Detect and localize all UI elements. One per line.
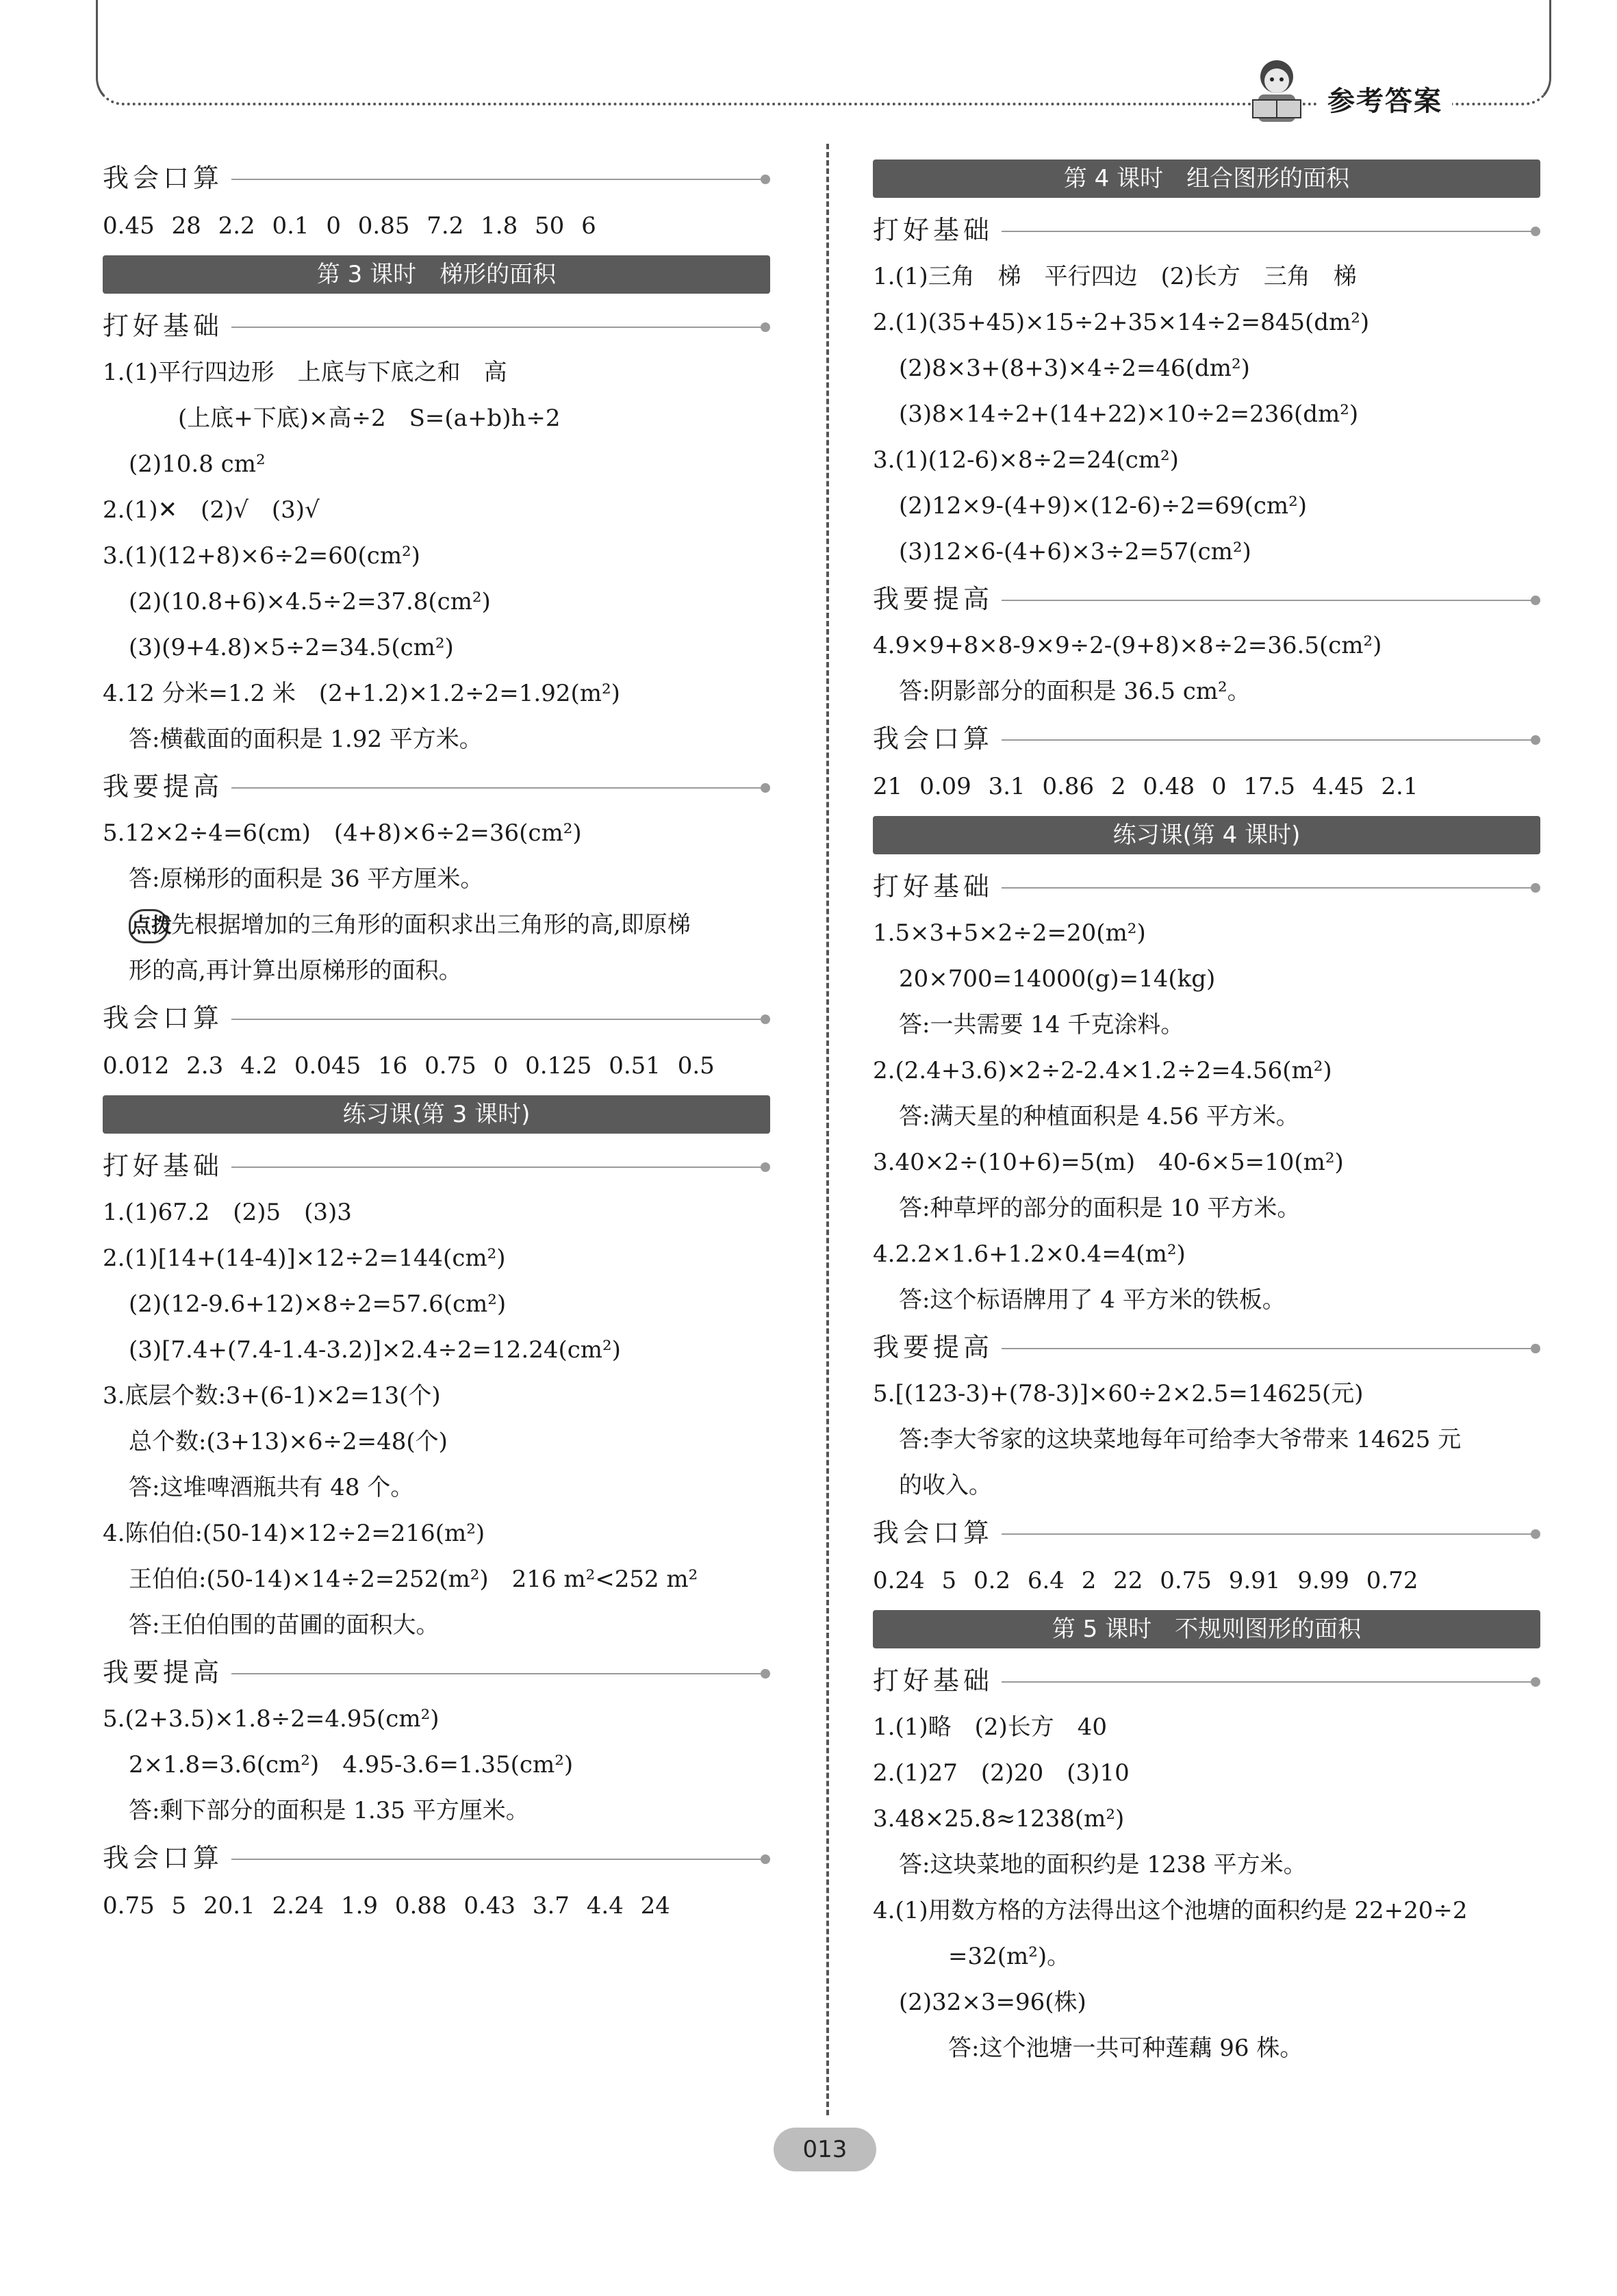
answer-line: 1.(1)67.2 (2)5 (3)3 xyxy=(103,1199,352,1226)
answer-line: 2.(1)(35+45)×15÷2+35×14÷2=845(dm²) xyxy=(873,309,1370,336)
subsection-heading xyxy=(873,715,1540,763)
answer-line: (3)12×6-(4+6)×3÷2=57(cm²) xyxy=(899,538,1251,565)
answer-line: 4.陈伯伯:(50-14)×12÷2=216(m²) xyxy=(103,1520,485,1547)
subsection-label: 打好基础 xyxy=(873,871,1002,902)
tip-text: 先根据增加的三角形的面积求出三角形的高,即原梯 xyxy=(171,911,691,939)
right-column xyxy=(873,154,1540,2071)
answer-line: (2)(12-9.6+12)×8÷2=57.6(cm²) xyxy=(129,1290,507,1318)
answer-line: (上底+下底)×高÷2 S=(a+b)h÷2 xyxy=(178,405,561,432)
answer-line: 4.9×9+8×8-9×9÷2-(9+8)×8÷2=36.5(cm²) xyxy=(873,632,1382,659)
answer-line: 4.12 分米=1.2 米 (2+1.2)×1.2÷2=1.92(m²) xyxy=(103,680,620,707)
answer-line: 20×700=14000(g)=14(kg) xyxy=(899,965,1216,993)
header-label: 参考答案 xyxy=(1318,79,1452,118)
answer-line: (2)8×3+(8+3)×4÷2=46(dm²) xyxy=(899,355,1250,382)
page-number: 013 xyxy=(774,2128,876,2171)
answer-line: 答:剩下部分的面积是 1.35 平方厘米。 xyxy=(129,1797,529,1824)
section-title: 练习课(第 3 课时) xyxy=(103,1095,770,1134)
answer-line: 答:横截面的面积是 1.92 平方米。 xyxy=(129,726,483,753)
subsection-heading xyxy=(103,1648,770,1696)
subsection-label: 我会口算 xyxy=(103,163,231,193)
answer-line: 3.底层个数:3+(6-1)×2=13(个) xyxy=(103,1382,441,1410)
subsection-heading xyxy=(873,1509,1540,1557)
answer-line: 答:种草坪的部分的面积是 10 平方米。 xyxy=(899,1195,1301,1222)
subsection-heading xyxy=(103,154,770,202)
subsection-heading xyxy=(873,206,1540,254)
answer-line: 4.(1)用数方格的方法得出这个池塘的面积约是 22+20÷2 xyxy=(873,1897,1468,1924)
mental-math-answers: 0.012 2.3 4.2 0.045 16 0.75 0 0.125 0.51 0.5 xyxy=(103,1052,715,1080)
subsection-heading xyxy=(103,763,770,811)
mental-math-answers: 0.45 28 2.2 0.1 0 0.85 7.2 1.8 50 6 xyxy=(103,212,596,240)
subsection-heading xyxy=(873,1657,1540,1705)
answer-line: (2)(10.8+6)×4.5÷2=37.8(cm²) xyxy=(129,588,491,615)
subsection-heading xyxy=(103,1834,770,1882)
answer-line: 王伯伯:(50-14)×14÷2=252(m²) 216 m²<252 m² xyxy=(129,1566,698,1593)
subsection-heading xyxy=(873,1323,1540,1371)
subsection-label: 我要提高 xyxy=(103,771,231,802)
answer-line: 2×1.8=3.6(cm²) 4.95-3.6=1.35(cm²) xyxy=(129,1751,574,1778)
answer-line: 答:一共需要 14 千克涂料。 xyxy=(899,1011,1184,1038)
left-column xyxy=(103,154,770,1930)
section-title: 第 3 课时 梯形的面积 xyxy=(103,255,770,294)
answer-line: 答:这个池塘一共可种莲藕 96 株。 xyxy=(948,2034,1303,2062)
answer-line: 5.12×2÷4=6(cm) (4+8)×6÷2=36(cm²) xyxy=(103,819,582,847)
subsection-label: 我会口算 xyxy=(103,1843,231,1873)
column-divider xyxy=(826,144,829,2115)
mental-math-answers: 21 0.09 3.1 0.86 2 0.48 0 17.5 4.45 2.1 xyxy=(873,773,1418,800)
answer-line: (2)12×9-(4+9)×(12-6)÷2=69(cm²) xyxy=(899,492,1308,520)
answer-line: 3.(1)(12-6)×8÷2=24(cm²) xyxy=(873,446,1179,474)
answer-line: (3)[7.4+(7.4-1.4-3.2)]×2.4÷2=12.24(cm²) xyxy=(129,1336,621,1364)
mental-math-answers: 0.24 5 0.2 6.4 2 22 0.75 9.91 9.99 0.72 xyxy=(873,1567,1418,1594)
subsection-label: 打好基础 xyxy=(103,1151,231,1181)
tip-badge: 点拨 xyxy=(129,909,168,943)
subsection-heading xyxy=(873,575,1540,623)
answer-line: 的收入。 xyxy=(899,1472,992,1499)
subsection-label: 我会口算 xyxy=(873,724,1002,754)
subsection-label: 我要提高 xyxy=(103,1657,231,1687)
answer-line: 答:这个标语牌用了 4 平方米的铁板。 xyxy=(899,1286,1286,1314)
reading-boy-icon xyxy=(1239,55,1314,130)
answer-line: 3.40×2÷(10+6)=5(m) 40-6×5=10(m²) xyxy=(873,1149,1344,1176)
subsection-heading xyxy=(103,994,770,1042)
subsection-label: 打好基础 xyxy=(103,311,231,341)
answer-line: 1.5×3+5×2÷2=20(m²) xyxy=(873,919,1146,947)
section-title: 第 5 课时 不规则图形的面积 xyxy=(873,1610,1540,1648)
answer-line: (2)32×3=96(株) xyxy=(899,1989,1086,2016)
answer-line: 形的高,再计算出原梯形的面积。 xyxy=(129,957,462,984)
answer-line: =32(m²)。 xyxy=(948,1943,1071,1970)
answer-line: 2.(1)[14+(14-4)]×12÷2=144(cm²) xyxy=(103,1245,506,1272)
section-title: 第 4 课时 组合图形的面积 xyxy=(873,160,1540,198)
subsection-heading xyxy=(873,863,1540,910)
answer-line: 答:这块菜地的面积约是 1238 平方米。 xyxy=(899,1851,1307,1878)
answer-line: 答:王伯伯围的苗圃的面积大。 xyxy=(129,1611,440,1639)
mental-math-answers: 0.75 5 20.1 2.24 1.9 0.88 0.43 3.7 4.4 24 xyxy=(103,1892,670,1919)
answer-line: 3.48×25.8≈1238(m²) xyxy=(873,1805,1125,1833)
answer-line: 2.(1)27 (2)20 (3)10 xyxy=(873,1759,1130,1787)
subsection-label: 打好基础 xyxy=(873,215,1002,245)
answer-line: 答:满天星的种植面积是 4.56 平方米。 xyxy=(899,1103,1299,1130)
answer-line: 2.(1)✕ (2)√ (3)√ xyxy=(103,496,320,524)
answer-line: 答:李大爷家的这块菜地每年可给李大爷带来 14625 元 xyxy=(899,1426,1462,1453)
subsection-label: 我会口算 xyxy=(103,1003,231,1033)
answer-line: 4.2.2×1.6+1.2×0.4=4(m²) xyxy=(873,1240,1186,1268)
answer-line: (3)8×14÷2+(14+22)×10÷2=236(dm²) xyxy=(899,400,1359,428)
answer-line: 5.(2+3.5)×1.8÷2=4.95(cm²) xyxy=(103,1705,440,1733)
answer-line: 总个数:(3+13)×6÷2=48(个) xyxy=(129,1428,448,1455)
tip-line xyxy=(103,902,770,948)
answer-line: (2)10.8 cm² xyxy=(129,450,266,478)
subsection-label: 我会口算 xyxy=(873,1518,1002,1548)
answer-line: 答:阴影部分的面积是 36.5 cm²。 xyxy=(899,678,1251,705)
subsection-heading xyxy=(103,302,770,350)
subsection-heading xyxy=(103,1142,770,1190)
answer-line: 1.(1)三角 梯 平行四边 (2)长方 三角 梯 xyxy=(873,263,1357,290)
answer-line: 1.(1)平行四边形 上底与下底之和 高 xyxy=(103,359,507,386)
section-title: 练习课(第 4 课时) xyxy=(873,816,1540,854)
subsection-label: 我要提高 xyxy=(873,584,1002,614)
subsection-label: 打好基础 xyxy=(873,1666,1002,1696)
answer-line: 答:这堆啤酒瓶共有 48 个。 xyxy=(129,1474,414,1501)
subsection-label: 我要提高 xyxy=(873,1332,1002,1362)
answer-line: 2.(2.4+3.6)×2÷2-2.4×1.2÷2=4.56(m²) xyxy=(873,1057,1332,1084)
answer-line: 答:原梯形的面积是 36 平方厘米。 xyxy=(129,865,484,893)
answer-line: 3.(1)(12+8)×6÷2=60(cm²) xyxy=(103,542,420,570)
answer-line: 5.[(123-3)+(78-3)]×60÷2×2.5=14625(元) xyxy=(873,1380,1364,1407)
answer-line: 1.(1)略 (2)长方 40 xyxy=(873,1713,1108,1741)
answer-line: (3)(9+4.8)×5÷2=34.5(cm²) xyxy=(129,634,454,661)
